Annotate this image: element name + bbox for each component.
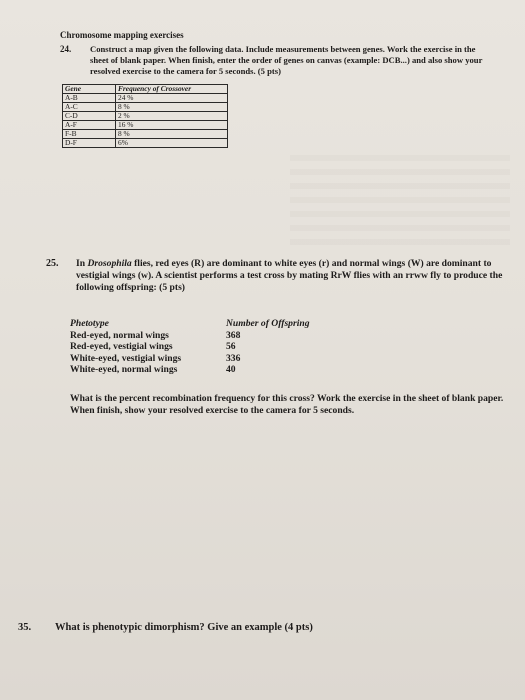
question-24-text: Construct a map given the following data. Include measurements between genes. Work the exercise in the sheet of blank paper. When finish, enter the order of genes on canvas (example: DCB...) and also show your resolved exercise to the camera for 5 seconds. (5 pts) (90, 44, 483, 76)
section-title: Chromosome mapping exercises (60, 30, 184, 40)
question-25-text (76, 258, 506, 294)
count-cell: 336 (226, 352, 241, 364)
frequency-cell: 16 % (116, 121, 228, 130)
offspring-row (70, 330, 370, 342)
question-25-followup: What is the percent recombination frequency for this cross? Work the exercise in the sheet of blank paper. When finish, show your resolved exercise to the camera for 5 seconds. (70, 393, 504, 416)
gene-cell: A-F (63, 121, 116, 130)
offspring-table (70, 318, 370, 376)
gene-header: Gene (63, 85, 116, 94)
gene-cell: F-B (63, 130, 116, 139)
table-row (63, 121, 228, 130)
table-row (63, 130, 228, 139)
question-25-suffix: flies, red eyes (R) are dominant to white eyes (r) and normal wings (W) are dominant to vestigial wings (w). A scientist performs a test cross by mating RrW flies with an rrww fly to produce the following offspring: (5 pts) (76, 258, 503, 293)
gene-cell: A-C (63, 103, 116, 112)
question-25-prefix: In (76, 258, 88, 269)
count-cell: 368 (226, 329, 241, 341)
gene-cell: C-D (63, 112, 116, 121)
count-cell: 56 (226, 341, 236, 352)
offspring-count-header: Number of Offspring (226, 318, 310, 329)
table-header-row (63, 85, 228, 94)
table-row (63, 139, 228, 148)
phenotype-cell: Red-eyed, normal wings (70, 329, 169, 341)
question-25-number: 25. (46, 258, 59, 269)
frequency-cell: 6% (116, 139, 228, 148)
phenotype-cell: White-eyed, vestigial wings (70, 352, 182, 364)
frequency-header: Frequency of Crossover (116, 85, 228, 94)
phenotype-cell: Red-eyed, vestigial wings (70, 341, 173, 352)
table-row (63, 103, 228, 112)
table-row (63, 112, 228, 121)
phenotype-cell: White-eyed, normal wings (70, 364, 178, 375)
question-24-number: 24. (60, 44, 72, 54)
phenotype-header: Phetotype (70, 318, 109, 329)
offspring-row (70, 353, 370, 365)
frequency-cell: 8 % (116, 130, 228, 139)
drosophila-italic: Drosophila (87, 258, 132, 269)
gene-cell: D-F (63, 139, 116, 148)
gene-cell: A-B (63, 94, 116, 103)
offspring-table-header (70, 318, 370, 330)
show-through-texture (290, 150, 510, 245)
frequency-cell: 24 % (116, 94, 228, 103)
table-row (63, 94, 228, 103)
offspring-row (70, 364, 370, 376)
crossover-frequency-table (62, 84, 228, 148)
question-35-number: 35. (18, 622, 32, 633)
count-cell: 40 (226, 364, 236, 375)
question-35-text: What is phenotypic dimorphism? Give an example (4 pts) (55, 622, 313, 633)
frequency-cell: 8 % (116, 103, 228, 112)
frequency-cell: 2 % (116, 112, 228, 121)
offspring-row (70, 341, 370, 353)
